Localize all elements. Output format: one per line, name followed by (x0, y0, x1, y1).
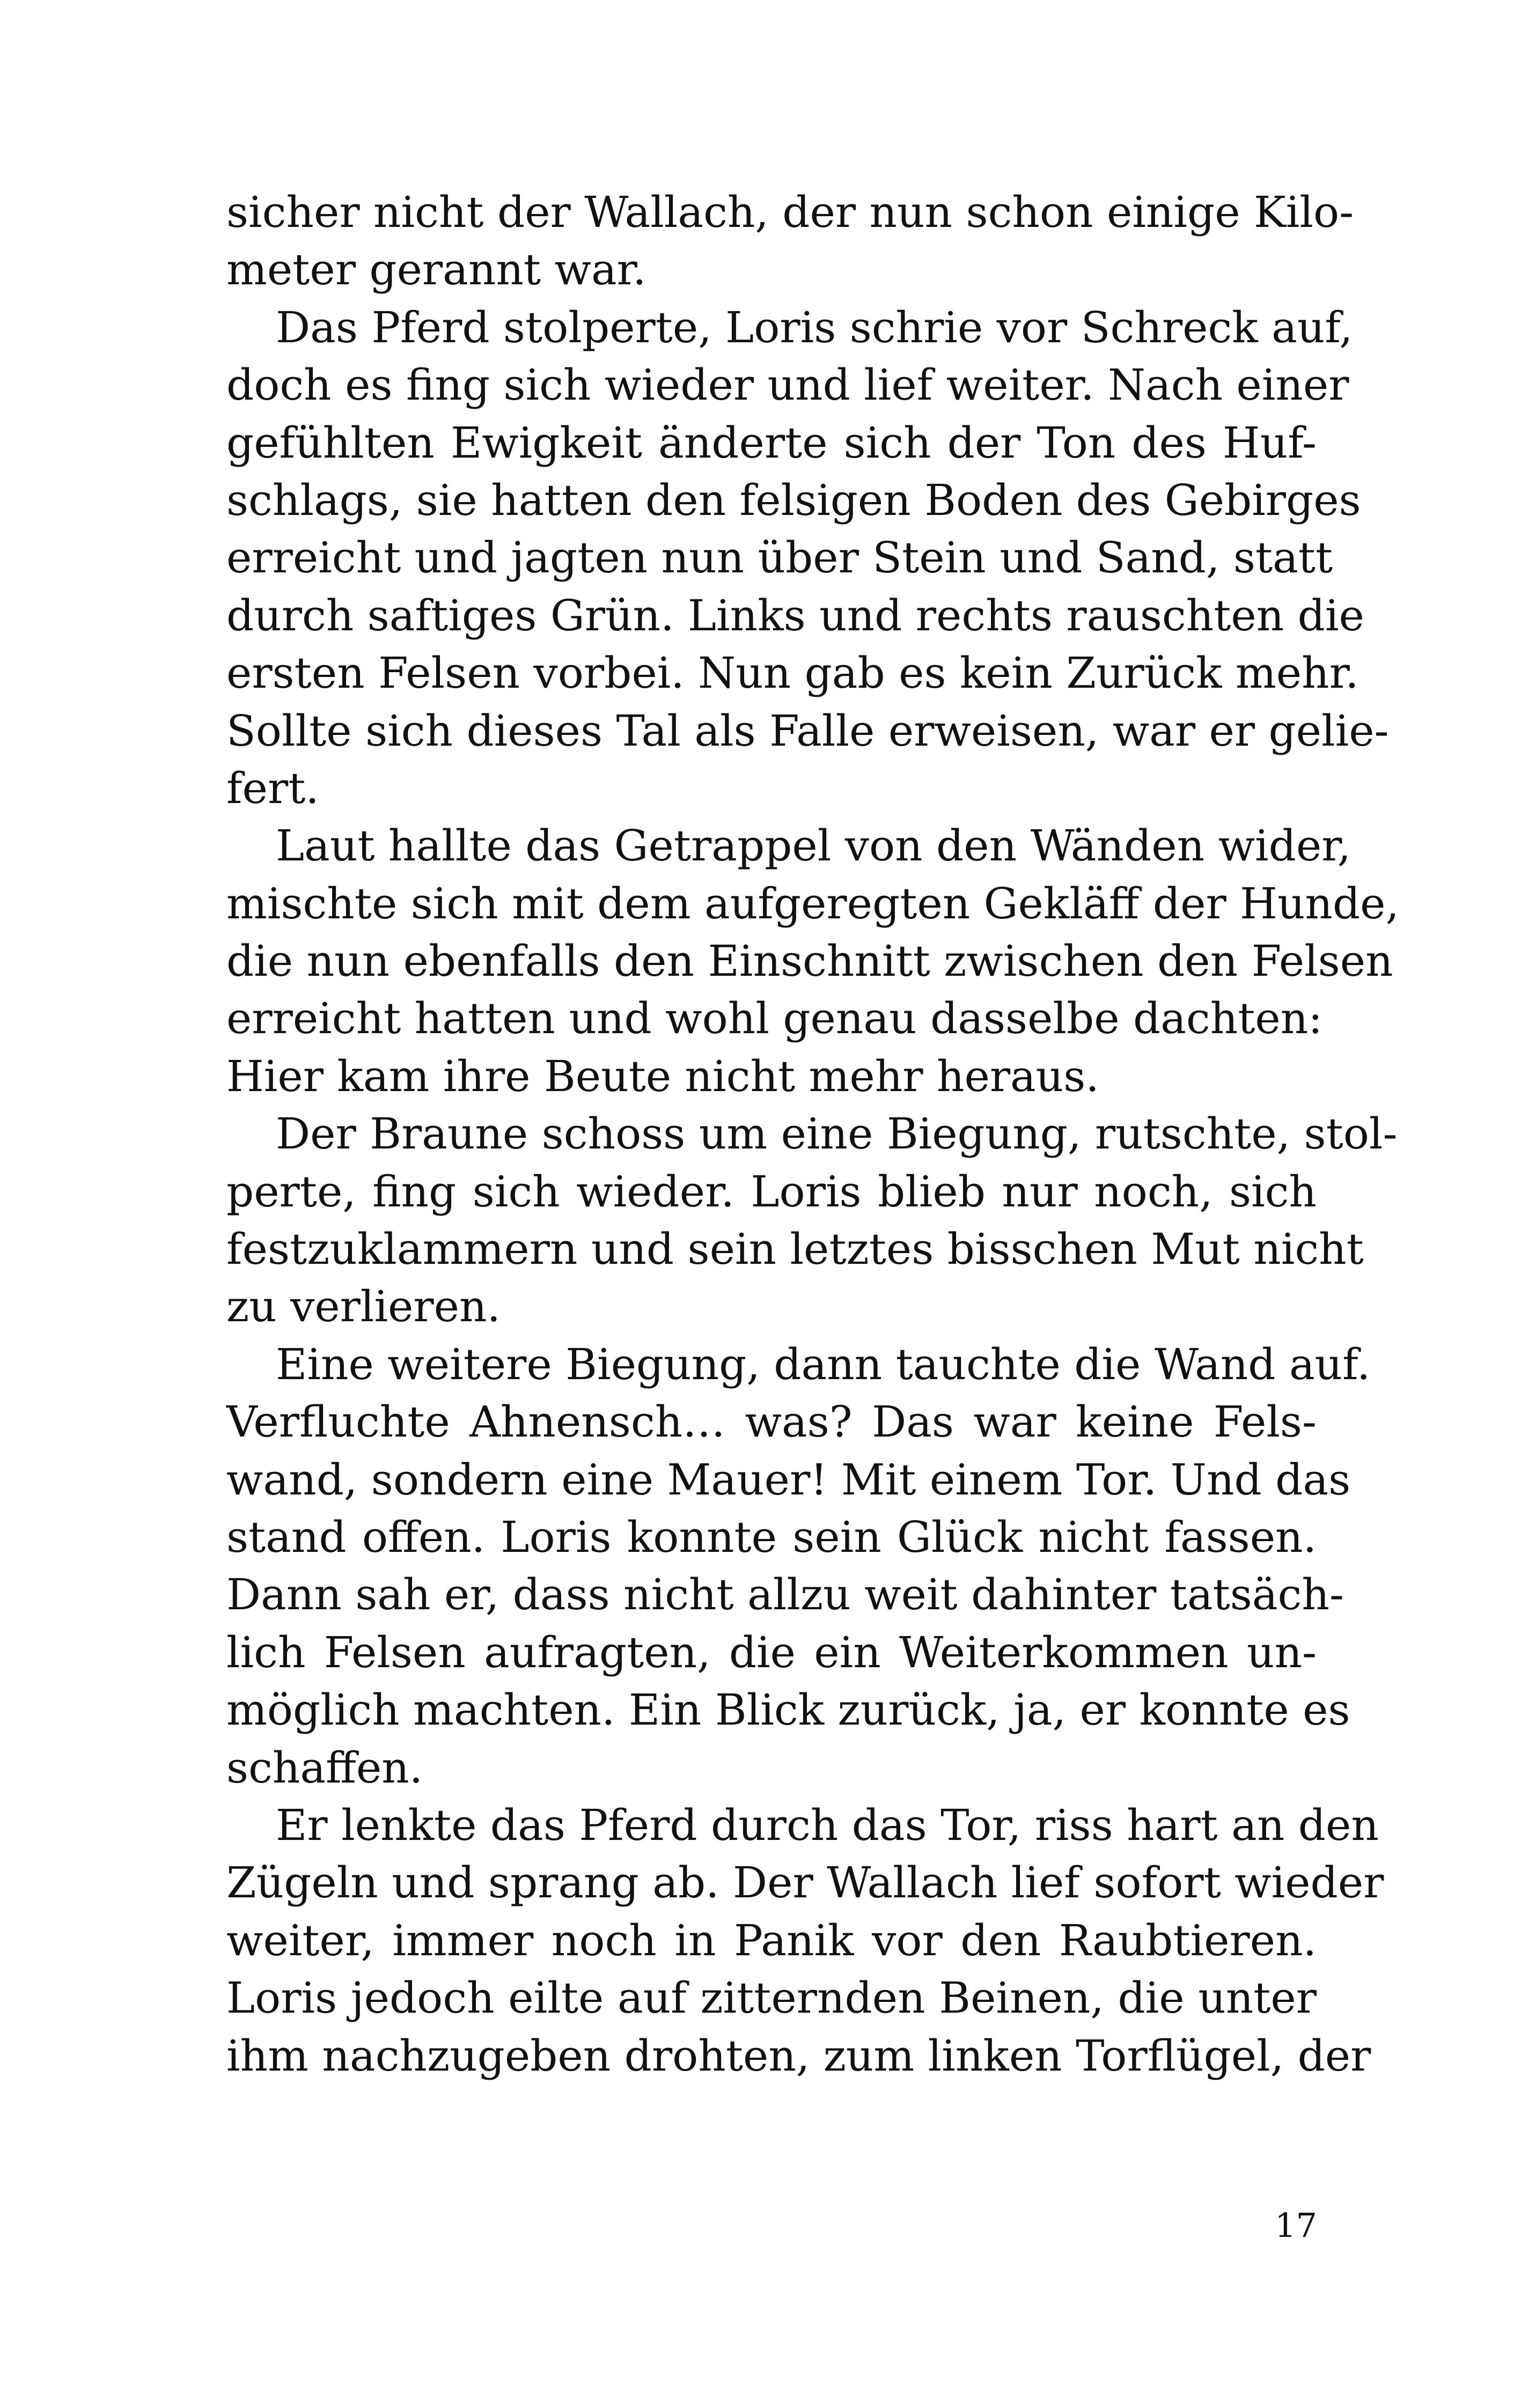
text-line: stand offen. Loris konnte sein Glück nicht fassen. (226, 1512, 1317, 1562)
text-line: erreicht und jagten nun über Stein und Sand, statt (226, 533, 1333, 583)
text-line: Hier kam ihre Beute nicht mehr heraus. (226, 1051, 1099, 1101)
text-line: zu verlieren. (226, 1282, 501, 1332)
text-line: perte, fing sich wieder. Loris blieb nur noch, sich (226, 1166, 1317, 1217)
text-line: schlags, sie hatten den felsigen Boden des Gebirges (226, 475, 1361, 525)
text-line: sicher nicht der Wallach, der nun schon einige Kilo- (226, 187, 1354, 237)
text-line: ihm nachzugeben drohten, zum linken Torflügel, der (226, 2030, 1371, 2081)
text-line: meter gerannt war. (226, 245, 646, 295)
text-line: Sollte sich dieses Tal als Falle erweisen, war er gelie- (226, 705, 1389, 756)
text-line: Das Pferd stolperte, Loris schrie vor Schreck auf, (276, 302, 1353, 352)
text-line: die nun ebenfalls den Einschnitt zwischen den Felsen (226, 936, 1393, 986)
text-line: Loris jedoch eilte auf zitternden Beinen, die unter (226, 1973, 1317, 2023)
text-line: durch saftiges Grün. Links und rechts rauschten die (226, 590, 1364, 640)
text-line: erreicht hatten und wohl genau dasselbe dachten: (226, 993, 1323, 1044)
text-line: doch es fing sich wieder und lief weiter. Nach einer (226, 360, 1349, 410)
text-line: wand, sondern eine Mauer! Mit einem Tor. Und das (226, 1454, 1351, 1505)
text-line: Laut hallte das Getrappel von den Wänden wider, (276, 821, 1351, 871)
body-text (226, 183, 1399, 2085)
text-line: gefühlten Ewigkeit änderte sich der Ton des Huf- (226, 417, 1317, 468)
text-line: Dann sah er, dass nicht allzu weit dahinter tatsäch- (226, 1570, 1344, 1620)
text-line: Verfluchte Ahnensch… was? Das war keine Fels- (226, 1397, 1317, 1447)
text-line: fert. (226, 763, 319, 813)
text-line: Er lenkte das Pferd durch das Tor, riss hart an den (276, 1800, 1379, 1850)
text-line: schaffen. (226, 1742, 423, 1793)
text-line: lich Felsen aufragten, die ein Weiterkommen un- (226, 1627, 1317, 1677)
text-line: Eine weitere Biegung, dann tauchte die Wand auf. (276, 1339, 1371, 1389)
text-line: festzuklammern und sein letztes bisschen Mut nicht (226, 1224, 1364, 1275)
text-line: ersten Felsen vorbei. Nun gab es kein Zurück mehr. (226, 648, 1359, 698)
page-number: 17 (1275, 2206, 1317, 2245)
text-line: mischte sich mit dem aufgeregten Gekläff der Hunde, (226, 878, 1399, 929)
text-line: weiter, immer noch in Panik vor den Raubtieren. (226, 1915, 1317, 1965)
text-line: Zügeln und sprang ab. Der Wallach lief sofort wieder (226, 1858, 1384, 1908)
text-line: Der Braune schoss um eine Biegung, rutschte, stol- (276, 1109, 1398, 1159)
text-line: möglich machten. Ein Blick zurück, ja, er konnte es (226, 1685, 1350, 1735)
